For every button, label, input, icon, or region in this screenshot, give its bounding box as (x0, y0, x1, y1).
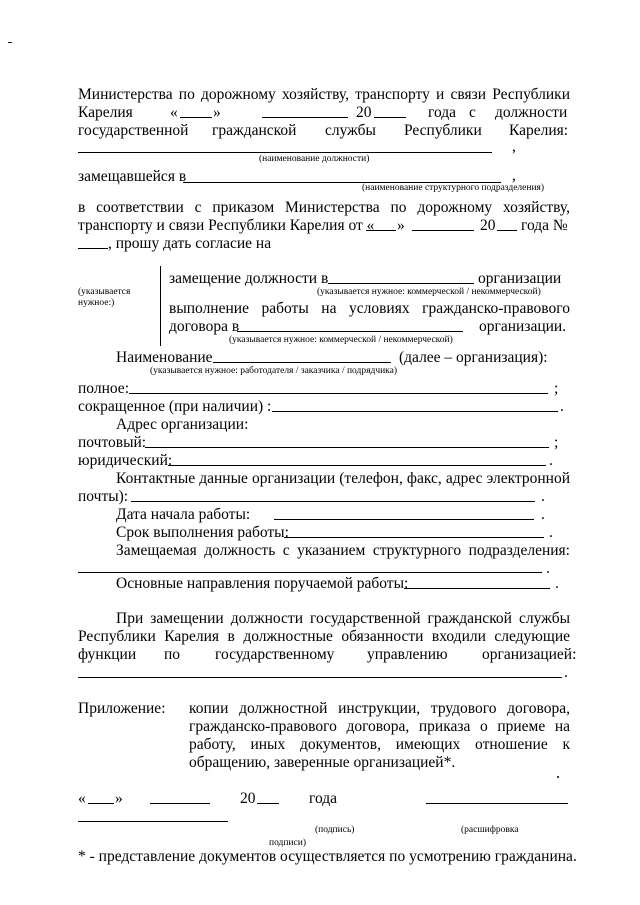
postal-address-field[interactable] (145, 447, 549, 448)
position-line: Замещаемая должность с указанием структурного подразделения: (116, 542, 570, 559)
postal-label: почтовый: (78, 434, 147, 451)
org-role-field[interactable] (213, 362, 391, 363)
start-date-label: Дата начала работы: (116, 506, 251, 523)
functions-line-1: При замещении должности государственной гражданской службы (116, 610, 570, 627)
term-field[interactable] (284, 537, 544, 538)
functions-text: по (164, 646, 181, 663)
name-label: Наименование (116, 349, 213, 366)
decode-field[interactable] (426, 803, 568, 804)
punct: ; (554, 380, 559, 397)
punct: . (555, 575, 559, 592)
order-number-field[interactable] (78, 248, 108, 249)
day-field[interactable] (180, 117, 212, 118)
scan-mark (8, 42, 12, 43)
options-bracket (160, 266, 161, 346)
position-note: (наименование должности) (259, 154, 370, 164)
comma: , (512, 167, 516, 184)
full-name-label: полное: (78, 380, 129, 397)
punct: ; (554, 434, 559, 451)
short-name-field[interactable] (272, 411, 558, 412)
name-end: (далее – организация): (399, 349, 548, 366)
sign-year-field[interactable] (257, 803, 279, 804)
appendix-line-1: копии должностной инструкции, трудового договора, (189, 700, 570, 717)
sign-day-field[interactable] (88, 803, 114, 804)
quote-open: « (170, 104, 178, 121)
side-note: (указывается (78, 287, 131, 297)
directions-label: Основные направления поручаемой работы: (116, 575, 409, 592)
option2-note: (указывается нужное: коммерческой / некоммерческой) (229, 335, 453, 345)
contacts-label: почты): (78, 488, 129, 505)
option1-org-type-field[interactable] (328, 283, 474, 284)
replacing-label: замещавшейся в (78, 168, 187, 185)
comma: , (512, 138, 516, 155)
functions-text: функции (78, 646, 137, 663)
year-word: года (309, 790, 338, 807)
order-day-field[interactable] (366, 230, 396, 231)
intro-text: с (469, 104, 476, 121)
short-name-label: сокращенное (при наличии) : (78, 398, 272, 415)
footnote: * - представление документов осуществляется по усмотрению гражданина. (78, 848, 577, 865)
intro-text: гражданской (212, 122, 297, 139)
year-prefix: 20 (356, 104, 372, 121)
unit-note: (наименование структурного подразделения) (362, 183, 545, 193)
punct: . (549, 524, 553, 541)
legal-label: юридический: (78, 452, 173, 469)
functions-field[interactable] (78, 677, 562, 678)
address-label: Адрес организации: (116, 416, 249, 433)
directions-field[interactable] (404, 588, 550, 589)
quote-open: « (78, 790, 86, 807)
year-prefix: 20 (240, 790, 256, 807)
option-text: договора в (169, 318, 240, 335)
appendix-label: Приложение: (78, 700, 166, 717)
functions-line-2: Республики Карелия в должностные обязанности входили следующие (78, 628, 570, 645)
punct: . (546, 560, 550, 577)
appendix-line-2: гражданско-правового договора, приказа о приеме на (189, 718, 570, 735)
quote-close: » (397, 217, 405, 234)
quote-close: » (213, 104, 221, 121)
contacts-line: Контактные данные организации (телефон, факс, адрес электронной (116, 470, 570, 487)
year-field[interactable] (374, 117, 406, 118)
option2-org-type-field[interactable] (237, 331, 463, 332)
intro-text: Карелия: (509, 122, 569, 139)
option-text: организации (478, 270, 562, 287)
sign-month-field[interactable] (150, 803, 210, 804)
side-note: нужное:) (78, 298, 115, 308)
punct: . (564, 664, 568, 681)
legal-address-field[interactable] (168, 465, 546, 466)
month-field[interactable] (262, 117, 348, 118)
contacts-field[interactable] (131, 501, 535, 502)
name-note: (указывается нужное: работодателя / заказчика / подрядчика) (150, 366, 398, 376)
punct: . (541, 488, 545, 505)
appendix-line-3: работу, иных документов, имеющих отношение к (189, 736, 570, 753)
punct: . (541, 506, 545, 523)
term-label: Срок выполнения работы: (116, 524, 289, 541)
decode-note-2: подписи) (269, 838, 307, 848)
order-month-field[interactable] (412, 230, 474, 231)
quote-close: » (115, 790, 123, 807)
intro-line-6: в соответствии с приказом Министерства по дорожному хозяйству, (78, 199, 570, 216)
intro-text: транспорту и связи Республики Карелия от « (78, 217, 375, 234)
appendix-line-4: обращению, заверенные организацией*. (189, 754, 456, 771)
intro-text: государственной (78, 122, 189, 139)
start-date-field[interactable] (274, 519, 534, 520)
mark-dot (557, 776, 559, 778)
option1-note: (указывается нужное: коммерческой / некоммерческой) (317, 287, 541, 297)
functions-text: управлению (367, 646, 448, 663)
intro-text: должности (495, 104, 568, 121)
functions-text: организацией: (482, 646, 577, 663)
option-text: замещение должности в (169, 270, 329, 287)
intro-text: года (428, 104, 457, 121)
intro-text: , прошу дать согласие на (108, 235, 272, 252)
order-year-field[interactable] (497, 230, 517, 231)
intro-text: Республики (404, 122, 482, 139)
punct: . (560, 398, 564, 415)
position-field[interactable] (78, 572, 542, 573)
full-name-field[interactable] (129, 393, 548, 394)
intro-line-1: Министерства по дорожному хозяйству, транспорту и связи Республики (78, 86, 570, 103)
signature-field[interactable] (78, 821, 228, 822)
sign-note: (подпись) (315, 825, 355, 835)
punct: . (549, 452, 553, 469)
option-text: организации. (479, 318, 567, 335)
position-name-field[interactable] (78, 152, 492, 153)
functions-text: государственному (215, 646, 335, 663)
intro-text: Карелия (78, 104, 133, 121)
option2-line: выполнение работы на условиях гражданско-правового (169, 300, 570, 317)
intro-text: службы (325, 122, 376, 139)
decode-note: (расшифровка (461, 825, 519, 835)
year-prefix: 20 (480, 217, 496, 234)
intro-text: года № (521, 217, 568, 234)
